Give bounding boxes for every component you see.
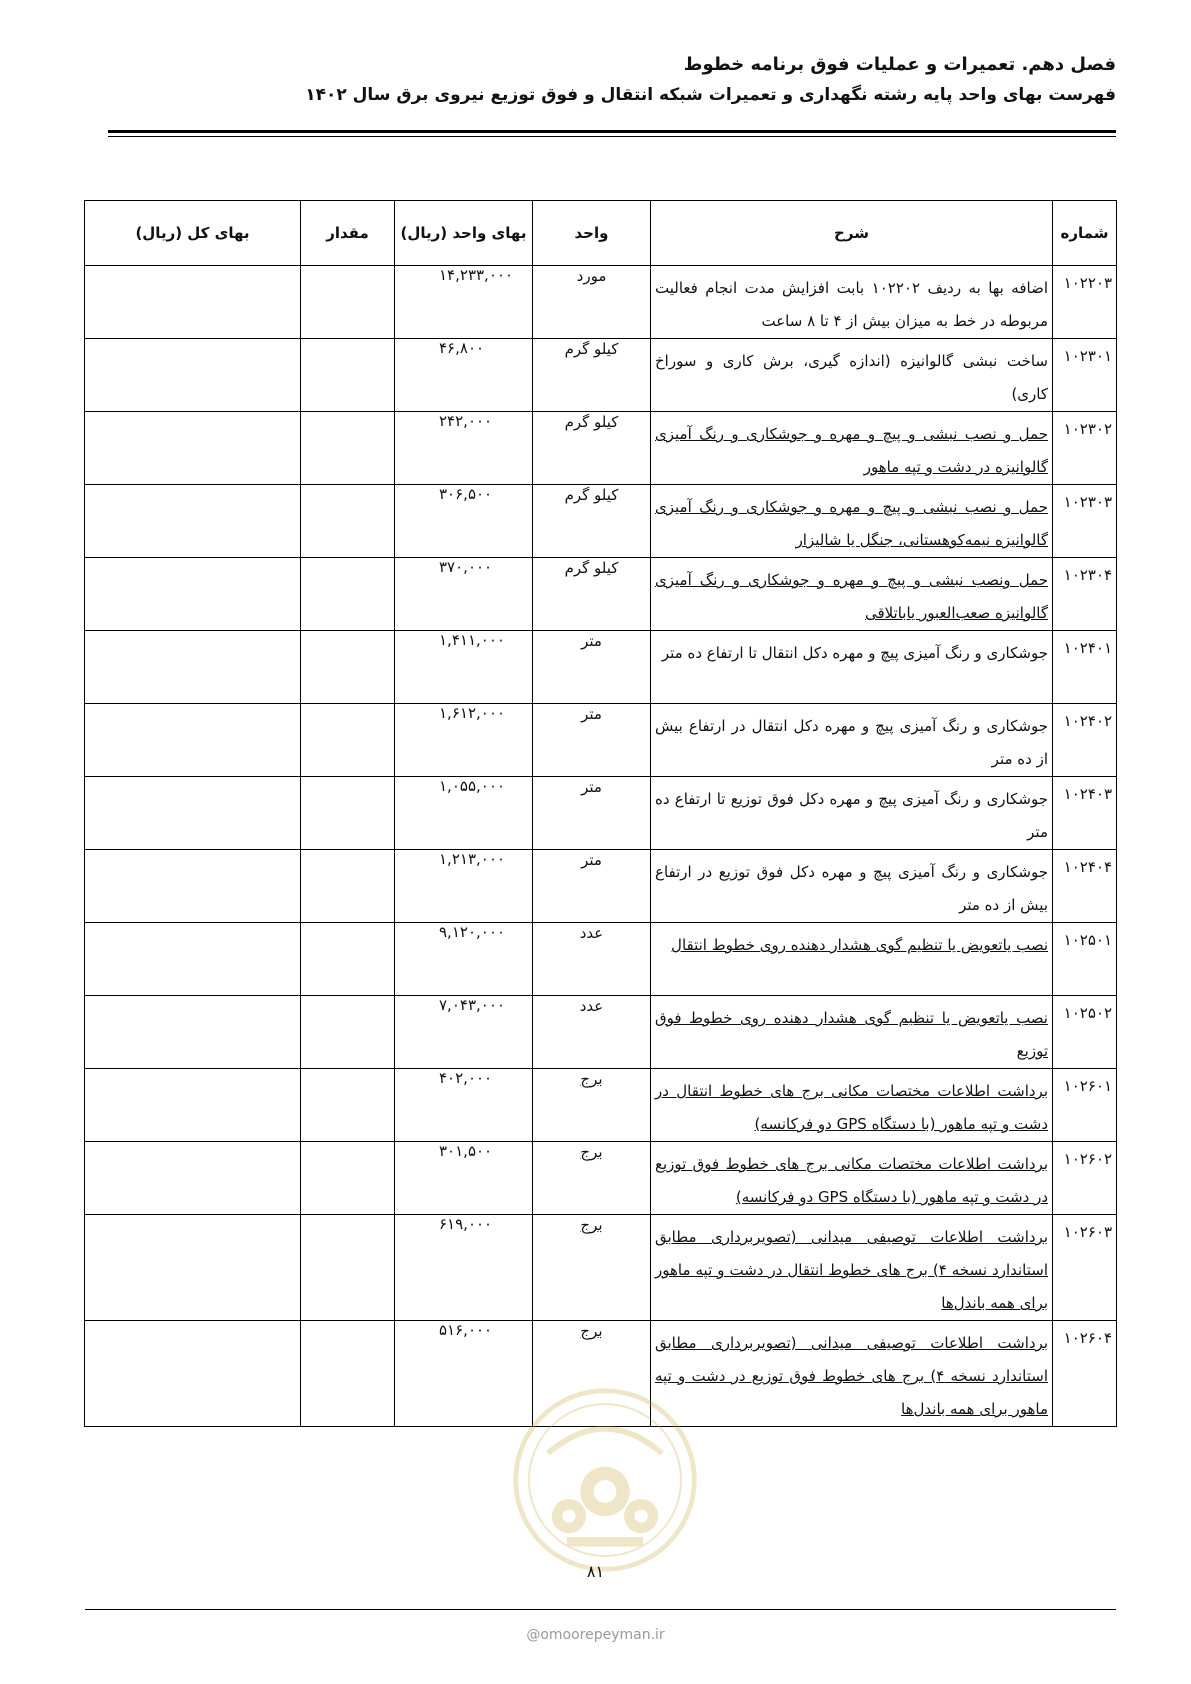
row-description-text: برداشت اطلاعات مختصات مکانی برج های خطوط انتقال در دشت و تپه ماهور (با دستگاه GPS دو فرکانسه) bbox=[655, 1082, 1048, 1133]
row-description: جوشکاری و رنگ آمیزی پیچ و مهره دکل انتقال در ارتفاع بیش از ده متر bbox=[651, 704, 1053, 777]
row-unit: متر bbox=[533, 850, 651, 923]
row-unit bbox=[533, 1069, 651, 1142]
row-total bbox=[85, 485, 301, 558]
row-description: ساخت نبشی گالوانیزه (اندازه گیری، برش کاری و سوراخ کاری) bbox=[651, 339, 1053, 412]
row-quantity bbox=[301, 923, 395, 996]
row-total bbox=[85, 339, 301, 412]
row-unit: مورد bbox=[533, 266, 651, 339]
row-total bbox=[85, 777, 301, 850]
row-unit-price: ۳۰۶,۵۰۰ bbox=[395, 485, 533, 558]
row-unit: متر bbox=[533, 704, 651, 777]
row-total bbox=[85, 1215, 301, 1321]
row-quantity bbox=[301, 266, 395, 339]
row-code: ۱۰۲۵۰۲ bbox=[1053, 996, 1117, 1069]
row-unit: متر bbox=[533, 777, 651, 850]
header-quantity: مقدار bbox=[301, 201, 395, 266]
row-unit-price: ۷,۰۴۳,۰۰۰ bbox=[395, 996, 533, 1069]
row-unit bbox=[533, 1215, 651, 1321]
table-row bbox=[85, 1215, 1117, 1321]
table-row bbox=[85, 850, 1117, 923]
row-description bbox=[651, 412, 1053, 485]
row-quantity bbox=[301, 1069, 395, 1142]
row-description bbox=[651, 1142, 1053, 1215]
table-row bbox=[85, 923, 1117, 996]
price-table bbox=[84, 200, 1117, 1427]
row-code: ۱۰۲۶۰۱ bbox=[1053, 1069, 1117, 1142]
table-row bbox=[85, 558, 1117, 631]
row-quantity bbox=[301, 558, 395, 631]
header-unit-price: بهای واحد (ریال) bbox=[395, 201, 533, 266]
row-total bbox=[85, 631, 301, 704]
row-unit: کیلو گرم bbox=[533, 485, 651, 558]
table-row bbox=[85, 485, 1117, 558]
row-unit-text: برج bbox=[580, 1143, 603, 1161]
row-quantity bbox=[301, 412, 395, 485]
table-row bbox=[85, 1069, 1117, 1142]
row-quantity bbox=[301, 485, 395, 558]
footer-rule bbox=[85, 1609, 1116, 1610]
row-unit-price: ۱,۶۱۲,۰۰۰ bbox=[395, 704, 533, 777]
row-total bbox=[85, 412, 301, 485]
row-code: ۱۰۲۴۰۲ bbox=[1053, 704, 1117, 777]
row-description: اضافه بها به ردیف ۱۰۲۲۰۲ بابت افزایش مدت انجام فعالیت مربوطه در خط به میزان بیش از ۴ تا ۸ ساعت bbox=[651, 266, 1053, 339]
row-code: ۱۰۲۶۰۴ bbox=[1053, 1321, 1117, 1427]
watermark-url: @omoorepeyman.ir bbox=[526, 1627, 665, 1643]
row-total bbox=[85, 923, 301, 996]
row-code: ۱۰۲۴۰۱ bbox=[1053, 631, 1117, 704]
row-description bbox=[651, 1321, 1053, 1427]
row-unit-price: ۹,۱۲۰,۰۰۰ bbox=[395, 923, 533, 996]
row-code: ۱۰۲۶۰۲ bbox=[1053, 1142, 1117, 1215]
row-unit: متر bbox=[533, 631, 651, 704]
table-row bbox=[85, 339, 1117, 412]
row-quantity bbox=[301, 339, 395, 412]
table-row bbox=[85, 412, 1117, 485]
table-header-row bbox=[85, 201, 1117, 266]
row-total bbox=[85, 266, 301, 339]
row-description-text: نصب یاتعویض یا تنظیم گوی هشدار دهنده روی خطوط انتقال bbox=[671, 936, 1048, 954]
row-unit-text: برج bbox=[580, 1216, 603, 1234]
row-total bbox=[85, 996, 301, 1069]
row-unit-text: برج bbox=[580, 1322, 603, 1340]
row-unit bbox=[533, 1142, 651, 1215]
row-unit-price: ۴۶,۸۰۰ bbox=[395, 339, 533, 412]
row-description-text: حمل و نصب نبشی و پیچ و مهره و جوشکاری و رنگ آمیزی گالوانیزه در دشت و تپه ماهور bbox=[655, 425, 1048, 476]
row-unit-price: ۱,۰۵۵,۰۰۰ bbox=[395, 777, 533, 850]
row-code: ۱۰۲۳۰۲ bbox=[1053, 412, 1117, 485]
row-description-text: برداشت اطلاعات مختصات مکانی برج های خطوط فوق توزیع در دشت و تپه ماهور (با دستگاه GPS دو فرکانسه) bbox=[655, 1155, 1048, 1206]
row-unit: عدد bbox=[533, 996, 651, 1069]
row-unit: کیلو گرم bbox=[533, 339, 651, 412]
row-description-text: نصب یاتعویض یا تنظیم گوی هشدار دهنده روی خطوط فوق توزیع bbox=[655, 1009, 1048, 1060]
row-total bbox=[85, 558, 301, 631]
row-quantity bbox=[301, 1142, 395, 1215]
row-unit-price: ۳۰۱,۵۰۰ bbox=[395, 1142, 533, 1215]
page-number: ۸۱ bbox=[586, 1562, 605, 1581]
row-code: ۱۰۲۴۰۴ bbox=[1053, 850, 1117, 923]
table-row bbox=[85, 704, 1117, 777]
row-description bbox=[651, 1215, 1053, 1321]
table-row bbox=[85, 631, 1117, 704]
seal-watermark-icon bbox=[510, 1385, 700, 1575]
row-description bbox=[651, 923, 1053, 996]
row-code: ۱۰۲۳۰۴ bbox=[1053, 558, 1117, 631]
row-code: ۱۰۲۳۰۳ bbox=[1053, 485, 1117, 558]
table-row bbox=[85, 266, 1117, 339]
table-row bbox=[85, 1142, 1117, 1215]
row-description-text: برداشت اطلاعات توصیفی میدانی (تصویربرداری مطابق استاندارد نسخه ۴) برج های خطوط انتقال در دشت و تپه ماهور برای همه باندل‌ها bbox=[655, 1228, 1048, 1312]
row-code: ۱۰۲۳۰۱ bbox=[1053, 339, 1117, 412]
row-total bbox=[85, 1069, 301, 1142]
row-total bbox=[85, 1321, 301, 1427]
row-description bbox=[651, 1069, 1053, 1142]
row-quantity bbox=[301, 777, 395, 850]
row-description bbox=[651, 996, 1053, 1069]
row-description-text: برداشت اطلاعات توصیفی میدانی (تصویربرداری مطابق استاندارد نسخه ۴) برج های خطوط فوق توزیع در دشت و تپه ماهور برای همه باندل‌ها bbox=[655, 1334, 1048, 1418]
row-description-text: حمل و نصب نبشی و پیچ و مهره و جوشکاری و رنگ آمیزی گالوانیزه نیمه‌کوهستانی، جنگل یا شالیزار bbox=[655, 498, 1048, 549]
row-code: ۱۰۲۶۰۳ bbox=[1053, 1215, 1117, 1321]
row-quantity bbox=[301, 850, 395, 923]
header-rule-thick bbox=[108, 130, 1116, 133]
row-unit-price: ۵۱۶,۰۰۰ bbox=[395, 1321, 533, 1427]
row-total bbox=[85, 704, 301, 777]
row-total bbox=[85, 850, 301, 923]
row-unit-price: ۳۷۰,۰۰۰ bbox=[395, 558, 533, 631]
row-total bbox=[85, 1142, 301, 1215]
row-quantity bbox=[301, 1321, 395, 1427]
row-quantity bbox=[301, 996, 395, 1069]
row-unit: کیلو گرم bbox=[533, 558, 651, 631]
row-description-text: حمل ونصب نبشی و پیچ و مهره و جوشکاری و رنگ آمیزی گالوانیزه صعب‌العبور یاباتلاقی bbox=[655, 571, 1048, 622]
row-unit-text: برج bbox=[580, 1070, 603, 1088]
row-quantity bbox=[301, 1215, 395, 1321]
row-unit-price: ۱,۲۱۳,۰۰۰ bbox=[395, 850, 533, 923]
row-quantity bbox=[301, 704, 395, 777]
row-description: جوشکاری و رنگ آمیزی پیچ و مهره دکل انتقال تا ارتفاع ده متر bbox=[651, 631, 1053, 704]
row-unit-price: ۴۰۲,۰۰۰ bbox=[395, 1069, 533, 1142]
table-row bbox=[85, 996, 1117, 1069]
row-unit-price: ۱,۴۱۱,۰۰۰ bbox=[395, 631, 533, 704]
row-quantity bbox=[301, 631, 395, 704]
header-description: شرح bbox=[651, 201, 1053, 266]
row-unit-price: ۲۴۲,۰۰۰ bbox=[395, 412, 533, 485]
header-rule-thin bbox=[108, 136, 1116, 137]
row-code: ۱۰۲۴۰۳ bbox=[1053, 777, 1117, 850]
price-list-title: فهرست بهای واحد پایه رشته نگهداری و تعمیرات شبکه انتقال و فوق توزیع نیروی برق سال ۱۴۰۲ bbox=[305, 85, 1116, 105]
row-description: جوشکاری و رنگ آمیزی پیچ و مهره دکل فوق توزیع در ارتفاع بیش از ده متر bbox=[651, 850, 1053, 923]
row-description bbox=[651, 558, 1053, 631]
row-code: ۱۰۲۲۰۳ bbox=[1053, 266, 1117, 339]
row-description bbox=[651, 485, 1053, 558]
header-total-price: بهای کل (ریال) bbox=[85, 201, 301, 266]
row-unit: کیلو گرم bbox=[533, 412, 651, 485]
row-description: جوشکاری و رنگ آمیزی پیچ و مهره دکل فوق توزیع تا ارتفاع ده متر bbox=[651, 777, 1053, 850]
row-code: ۱۰۲۵۰۱ bbox=[1053, 923, 1117, 996]
page-header bbox=[305, 52, 1116, 108]
row-unit-price: ۱۴,۲۳۳,۰۰۰ bbox=[395, 266, 533, 339]
table-row bbox=[85, 777, 1117, 850]
header-code: شماره bbox=[1053, 201, 1117, 266]
chapter-title: فصل دهم. تعمیرات و عملیات فوق برنامه خطوط bbox=[683, 54, 1116, 75]
row-unit: عدد bbox=[533, 923, 651, 996]
header-unit: واحد bbox=[533, 201, 651, 266]
table-body bbox=[85, 266, 1117, 1427]
row-unit-price: ۶۱۹,۰۰۰ bbox=[395, 1215, 533, 1321]
